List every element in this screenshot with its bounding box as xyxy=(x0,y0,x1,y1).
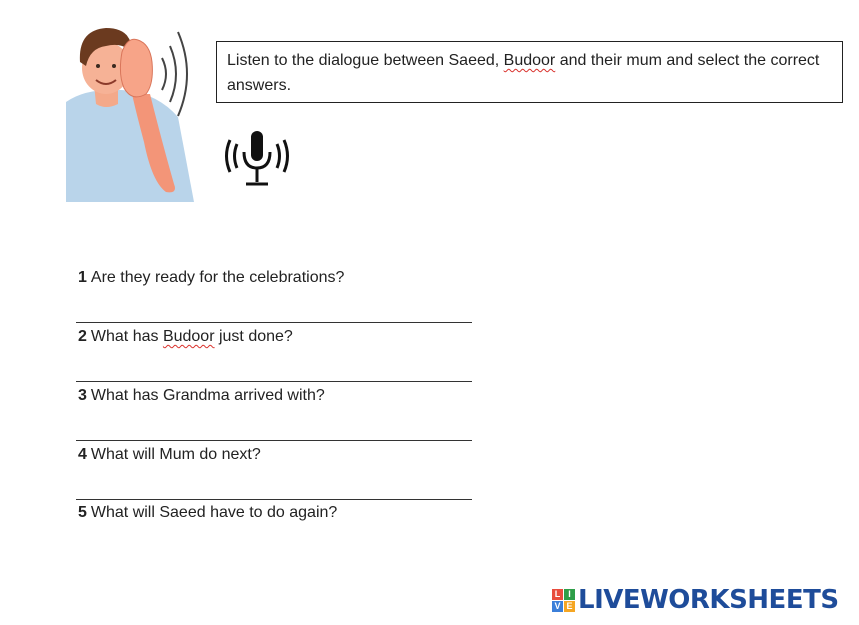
instruction-name-budoor: Budoor xyxy=(503,52,556,69)
question-text: What has Grandma arrived with? xyxy=(90,387,325,404)
question-number: 3 xyxy=(78,387,87,404)
instruction-text-end: and their mum and select the correct answers. xyxy=(227,52,820,94)
question-number: 5 xyxy=(78,504,87,521)
logo-letter-i: I xyxy=(564,589,575,600)
instruction-text-start: Listen to the dialogue between Saeed, xyxy=(227,52,504,69)
answer-line-3[interactable] xyxy=(76,440,472,441)
question-3 xyxy=(78,386,325,406)
question-text: What will Saeed have to do again? xyxy=(90,504,338,521)
question-number: 1 xyxy=(78,269,87,286)
question-text: Are they ready for the celebrations? xyxy=(90,269,345,286)
question-number: 2 xyxy=(78,328,87,345)
microphone-audio-button[interactable] xyxy=(222,128,292,188)
question-2 xyxy=(78,327,293,347)
person-listening-illustration xyxy=(66,22,206,202)
logo-letter-e: E xyxy=(564,601,575,612)
logo-letter-v: V xyxy=(552,601,563,612)
question-text-end: just done? xyxy=(214,328,293,345)
question-text-start: What has xyxy=(90,328,163,345)
question-4 xyxy=(78,445,261,465)
logo-letter-l: L xyxy=(552,589,563,600)
answer-line-2[interactable] xyxy=(76,381,472,382)
question-1 xyxy=(78,268,344,288)
instruction-box xyxy=(216,41,843,103)
microphone-icon xyxy=(222,128,292,188)
logo-grid-icon xyxy=(552,589,575,612)
liveworksheets-logo xyxy=(552,586,839,614)
person-listening-icon xyxy=(66,22,206,202)
question-name-budoor: Budoor xyxy=(162,328,215,345)
logo-text: LIVEWORKSHEETS xyxy=(578,585,839,615)
question-text: What will Mum do next? xyxy=(90,446,261,463)
question-number: 4 xyxy=(78,446,87,463)
answer-line-1[interactable] xyxy=(76,322,472,323)
question-5 xyxy=(78,503,337,523)
answer-line-4[interactable] xyxy=(76,499,472,500)
